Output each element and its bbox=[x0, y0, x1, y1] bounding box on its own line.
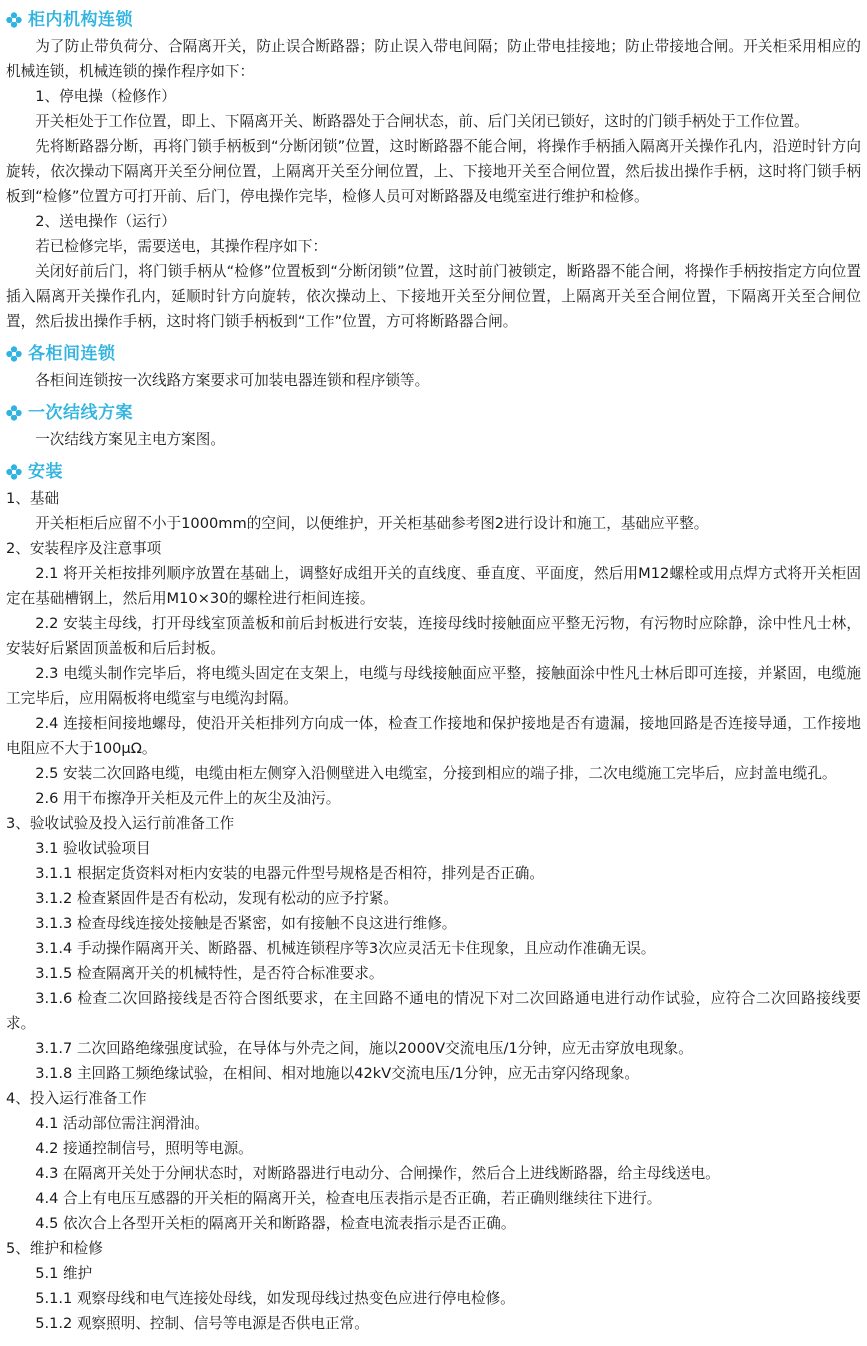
paragraph: 4.2 接通控制信号，照明等电源。 bbox=[35, 1140, 253, 1157]
paragraph: 2、送电操作（运行） bbox=[35, 213, 176, 230]
section-header-4 bbox=[6, 462, 865, 482]
paragraph: 3.1.1 根据定货资料对柜内安装的电器元件型号规格是否相符，排列是否正确。 bbox=[35, 865, 544, 882]
paragraph: 5.1.1 观察母线和电气连接处母线，如发现母线过热变色应进行停电检修。 bbox=[35, 1290, 515, 1307]
paragraph: 4.4 合上有电压互感器的开关柜的隔离开关，检查电压表指示是否正确，若正确则继续往下进行。 bbox=[35, 1190, 662, 1207]
section-title: 安装 bbox=[28, 462, 63, 482]
paragraph: 3.1.8 主回路工频绝缘试验，在相间、相对地施以42kV交流电压/1分钟，应无击穿闪络现象。 bbox=[35, 1065, 639, 1082]
paragraph: 2.4 连接柜间接地螺母，使沿开关柜排列方向成一体，检查工作接地和保护接地是否有遗漏，接地回路是否连接导通，工作接地电阻应不大于100μΩ。 bbox=[6, 715, 861, 757]
paragraph: 5.1 维护 bbox=[35, 1265, 93, 1282]
paragraph: 3.1.6 检查二次回路接线是否符合图纸要求，在主回路不通电的情况下对二次回路通电进行动作试验，应符合二次回路接线要求。 bbox=[6, 990, 861, 1032]
paragraph: 关闭好前后门，将门锁手柄从“检修”位置板到“分断闭锁”位置，这时前门被锁定，断路器不能合闸，将操作手柄按指定方向位置插入隔离开关操作孔内，延顺时针方向旋转，依次操动上、下接地开关至分闸位置，上隔离开关至合闸位置，下隔离开关至合闸位置，然后拔出操作手柄，这时将门锁手柄板到“工作”位置，方可将断路器合闸。 bbox=[6, 263, 861, 330]
flower-icon bbox=[6, 346, 22, 362]
flower-icon bbox=[6, 12, 22, 28]
section-body-3 bbox=[2, 427, 865, 452]
paragraph: 开关柜柜后应留不小于1000mm的空间，以便维护，开关柜基础参考图2进行设计和施工，基础应平整。 bbox=[35, 515, 709, 532]
section-body-2 bbox=[2, 368, 865, 393]
paragraph: 4.1 活动部位需注润滑油。 bbox=[35, 1115, 209, 1132]
paragraph: 5.1.2 观察照明、控制、信号等电源是否供电正常。 bbox=[35, 1315, 369, 1332]
section-header-3 bbox=[6, 403, 865, 423]
paragraph: 2.6 用干布擦净开关柜及元件上的灰尘及油污。 bbox=[35, 790, 341, 807]
section-title: 各柜间连锁 bbox=[28, 344, 116, 364]
paragraph: 3、验收试验及投入运行前准备工作 bbox=[6, 815, 235, 832]
paragraph: 3.1.2 检查紧固件是否有松动，发现有松动的应予拧紧。 bbox=[35, 890, 399, 907]
paragraph: 若已检修完毕，需要送电，其操作程序如下： bbox=[35, 238, 328, 255]
paragraph: 3.1.3 检查母线连接处接触是否紧密，如有接触不良这进行维修。 bbox=[35, 915, 457, 932]
paragraph: 3.1.5 检查隔离开关的机械特性，是否符合标准要求。 bbox=[35, 965, 384, 982]
paragraph: 4.3 在隔离开关处于分闸状态时，对断路器进行电动分、合闸操作，然后合上进线断路器，给主母线送电。 bbox=[35, 1165, 720, 1182]
paragraph: 2、安装程序及注意事项 bbox=[6, 540, 162, 557]
paragraph: 1、基础 bbox=[6, 490, 60, 507]
paragraph: 先将断路器分断，再将门锁手柄板到“分断闭锁”位置，这时断路器不能合闸，将操作手柄插入隔离开关操作孔内，沿逆时针方向旋转，依次操动下隔离开关至分闸位置，上隔离开关至分闸位置，上、下接地开关至合闸位置，然后拔出操作手柄，这时将门锁手柄板到“检修”位置方可打开前、后门，停电操作完毕，检修人员可对断路器及电缆室进行维护和检修。 bbox=[6, 138, 861, 205]
paragraph: 3.1 验收试验项目 bbox=[35, 840, 151, 857]
paragraph: 2.1 将开关柜按排列顺序放置在基础上，调整好成组开关的直线度、垂直度、平面度，然后用M12螺栓或用点焊方式将开关柜固定在基础槽钢上，然后用M10×30的螺栓进行柜间连接。 bbox=[6, 565, 861, 607]
section-body-1 bbox=[2, 34, 865, 334]
section-body-4 bbox=[2, 486, 865, 1336]
paragraph: 一次结线方案见主电方案图。 bbox=[35, 431, 225, 448]
paragraph: 2.2 安装主母线，打开母线室顶盖板和前后封板进行安装，连接母线时接触面应平整无污物，有污物时应除静，涂中性凡士林，安装好后紧固顶盖板和后后封板。 bbox=[6, 615, 861, 657]
section-header-2 bbox=[6, 344, 865, 364]
paragraph: 5、维护和检修 bbox=[6, 1240, 103, 1257]
paragraph: 1、停电操（检修作） bbox=[35, 88, 176, 105]
paragraph: 2.3 电缆头制作完毕后，将电缆头固定在支架上，电缆与母线接触面应平整，接触面涂中性凡士林后即可连接，并紧固，电缆施工完毕后，应用隔板将电缆室与电缆沟封隔。 bbox=[6, 665, 861, 707]
flower-icon bbox=[6, 464, 22, 480]
paragraph: 4.5 依次合上各型开关柜的隔离开关和断路器，检查电流表指示是否正确。 bbox=[35, 1215, 516, 1232]
paragraph: 3.1.4 手动操作隔离开关、断路器、机械连锁程序等3次应灵活无卡住现象，且应动作准确无误。 bbox=[35, 940, 656, 957]
paragraph: 开关柜处于工作位置，即上、下隔离开关、断路器处于合闸状态，前、后门关闭已锁好，这时的门锁手柄处于工作位置。 bbox=[35, 113, 809, 130]
paragraph: 各柜间连锁按一次线路方案要求可加装电器连锁和程序锁等。 bbox=[35, 372, 430, 389]
paragraph: 2.5 安装二次回路电缆，电缆由柜左侧穿入沿侧壁进入电缆室，分接到相应的端子排，二次电缆施工完毕后，应封盖电缆孔。 bbox=[35, 765, 837, 782]
section-title: 一次结线方案 bbox=[28, 403, 133, 423]
section-header-1 bbox=[6, 10, 865, 30]
paragraph: 3.1.7 二次回路绝缘强度试验，在导体与外壳之间，施以2000V交流电压/1分钟，应无击穿放电现象。 bbox=[35, 1040, 693, 1057]
paragraph: 为了防止带负荷分、合隔离开关，防止误合断路器；防止误入带电间隔；防止带电挂接地；防止带接地合闸。开关柜采用相应的机械连锁，机械连锁的操作程序如下： bbox=[6, 38, 861, 80]
flower-icon bbox=[6, 405, 22, 421]
section-title: 柜内机构连锁 bbox=[28, 10, 133, 30]
paragraph: 4、投入运行准备工作 bbox=[6, 1090, 147, 1107]
